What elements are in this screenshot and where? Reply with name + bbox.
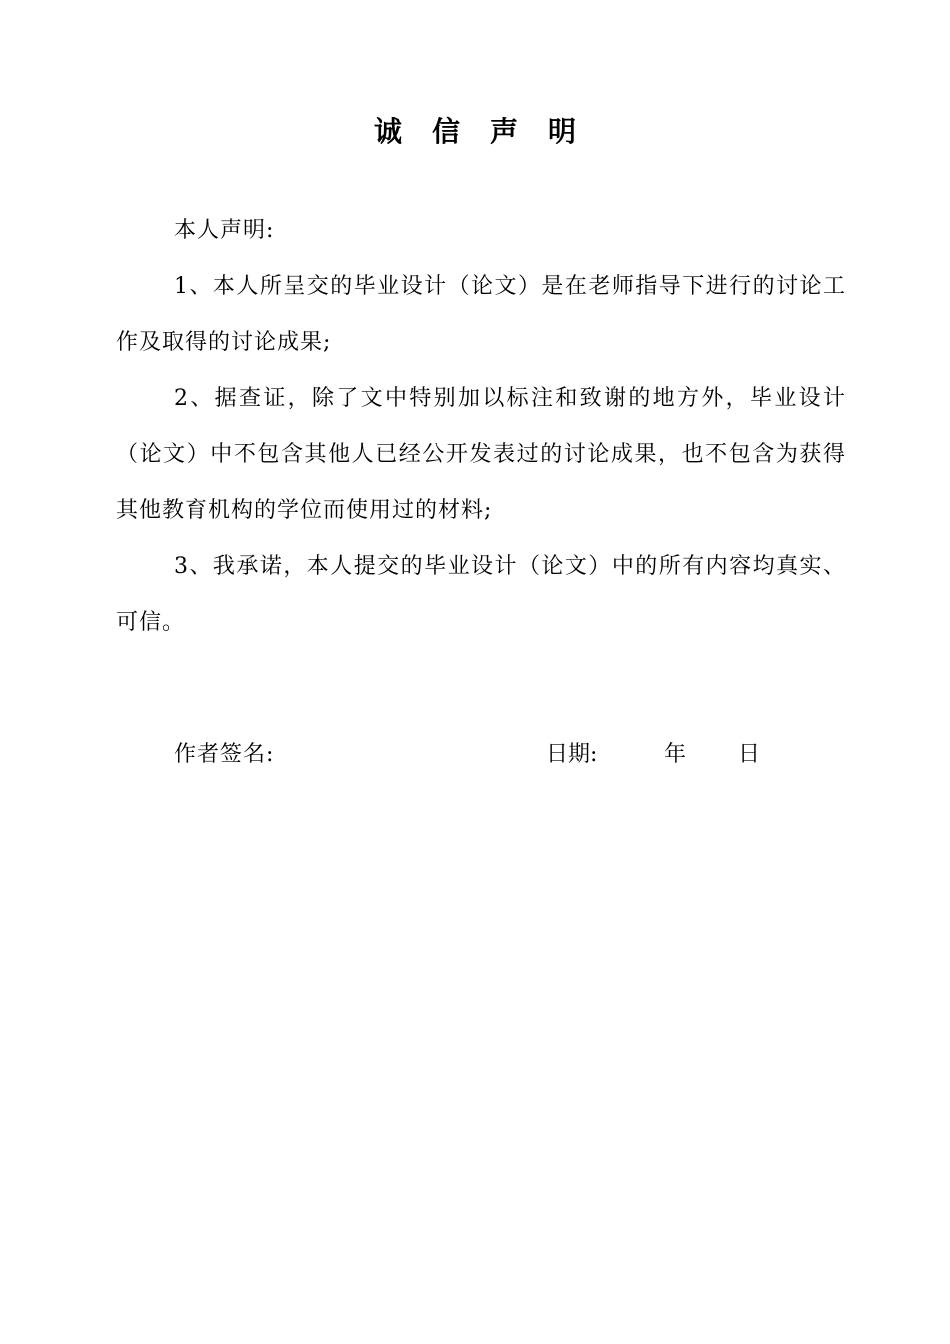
declaration-item-3: 3、我承诺，本人提交的毕业设计（论文）中的所有内容均真实、可信。: [116, 554, 846, 635]
date-label: 日期:: [546, 742, 598, 767]
document-title: 诚信声明: [373, 115, 606, 148]
author-signature-label: 作者签名:: [174, 742, 275, 767]
year-label: 年: [664, 742, 687, 767]
signature-row: [174, 735, 814, 775]
declaration-item-2: 2、据查证，除了文中特别加以标注和致谢的地方外，毕业设计（论文）中不包含其他人已经公开发表过的讨论成果，也不包含为获得其他教育机构的学位而使用过的材料;: [116, 386, 846, 523]
declaration-item-1: 1、本人所呈交的毕业设计（论文）是在老师指导下进行的讨论工作及取得的讨论成果;: [116, 274, 846, 355]
declaration-body: [116, 203, 846, 651]
declaration-intro: 本人声明:: [174, 218, 275, 243]
day-label: 日: [738, 742, 761, 767]
